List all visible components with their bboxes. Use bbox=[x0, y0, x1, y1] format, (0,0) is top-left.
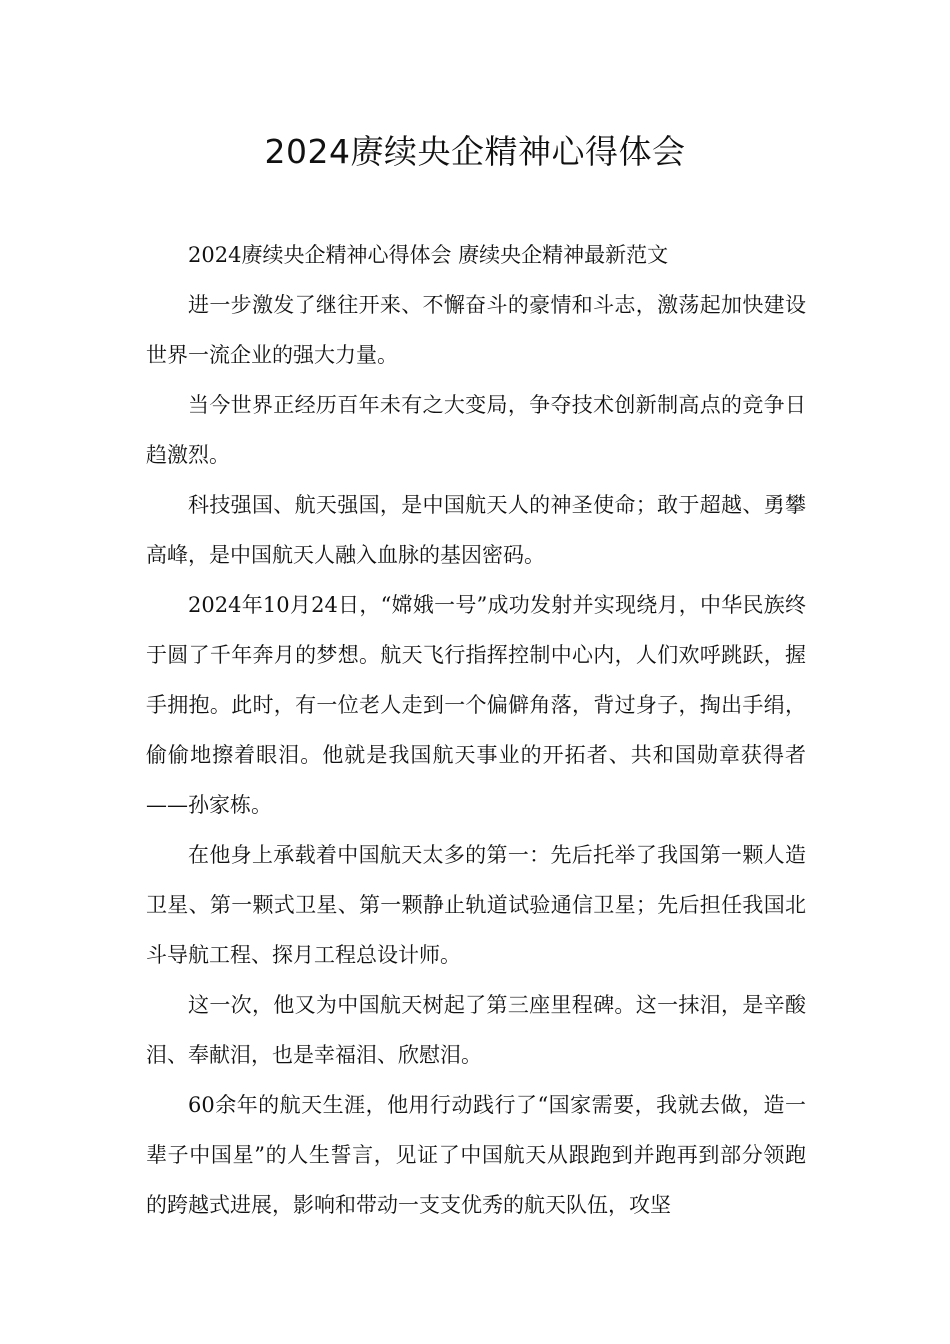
document-title: 2024赓续央企精神心得体会 bbox=[264, 132, 686, 171]
paragraph: 60余年的航天生涯，他用行动践行了“国家需要，我就去做，造一辈子中国星”的人生誓言，见证了中国航天从跟跑到并跑再到部分领跑的跨越式进展，影响和带动一支支优秀的航天队伍，攻坚 bbox=[146, 1093, 806, 1217]
paragraph: 在他身上承载着中国航天太多的第一：先后托举了我国第一颗人造卫星、第一颗式卫星、第一颗静止轨道试验通信卫星；先后担任我国北斗导航工程、探月工程总设计师。 bbox=[146, 843, 806, 967]
paragraph: 科技强国、航天强国，是中国航天人的神圣使命；敢于超越、勇攀高峰，是中国航天人融入血脉的基因密码。 bbox=[146, 493, 806, 567]
paragraph: 进一步激发了继往开来、不懈奋斗的豪情和斗志，激荡起加快建设世界一流企业的强大力量。 bbox=[146, 293, 806, 367]
paragraph: 这一次，他又为中国航天树起了第三座里程碑。这一抹泪，是辛酸泪、奉献泪，也是幸福泪、欣慰泪。 bbox=[146, 993, 806, 1067]
paragraph: 当今世界正经历百年未有之大变局，争夺技术创新制高点的竞争日趋激烈。 bbox=[146, 393, 806, 467]
document-body bbox=[146, 230, 806, 1230]
paragraph-subtitle: 2024赓续央企精神心得体会 赓续央企精神最新范文 bbox=[188, 243, 669, 267]
paragraph: 2024年10月24日，“嫦娥一号”成功发射并实现绕月，中华民族终于圆了千年奔月的梦想。航天飞行指挥控制中心内，人们欢呼跳跃，握手拥抱。此时，有一位老人走到一个偏僻角落，背过身子，掏出手绢，偷偷地擦着眼泪。他就是我国航天事业的开拓者、共和国勋章获得者——孙家栋。 bbox=[146, 593, 806, 817]
